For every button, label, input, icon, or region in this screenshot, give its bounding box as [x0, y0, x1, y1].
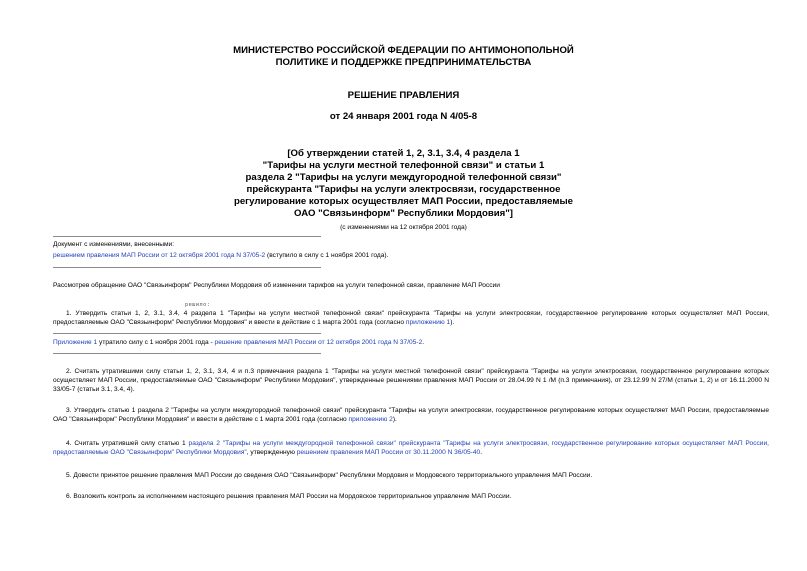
document-date: от 24 января 2001 года N 4/05-8: [329, 111, 478, 122]
ministry-name-line1: МИНИСТЕРСТВО РОССИЙСКОЙ ФЕДЕРАЦИИ ПО АНТИМОНОПОЛЬНОЙ: [233, 45, 574, 56]
item-4-end: .: [480, 449, 483, 457]
note-divider-top: [53, 333, 321, 334]
resolved-label: решило:: [185, 302, 211, 308]
subject-line3: раздела 2 "Тарифы на услуги междугородной телефонной связи": [245, 172, 562, 183]
changes-suffix: (вступило в силу с 1 ноября 2001 года).: [265, 252, 389, 259]
decision-37-05-2-link[interactable]: решение правления МАП России от 12 октября 2001 года N 37/05-2: [214, 339, 423, 346]
preamble: Рассмотрев обращение ОАО "Связьинформ" Республики Мордовия об изменении тарифов на услуги телефонной связи, правление МАП России: [53, 282, 500, 289]
appendix-2-link[interactable]: приложению 2: [348, 416, 393, 424]
subject-line2: "Тарифы на услуги местной телефонной связи" и статьи 1: [262, 160, 545, 171]
document-type: РЕШЕНИЕ ПРАВЛЕНИЯ: [347, 90, 460, 101]
item-6: 6. Возложить контроль за исполнением настоящего решения правления МАП России на Мордовское территориальное управление МАП России.: [66, 493, 512, 500]
changes-reference: [53, 251, 388, 260]
section-2-link[interactable]: раздела 2 "Тарифы на услуги междугородной телефонной связи" прейскуранта "Тарифы на услуги электросвязи, государственное регулирование которых осуществляет МАП России, предоставляемые ОАО "Связьинформ" Республики Мордовия": [53, 440, 770, 457]
changes-label: Документ с изменениями, внесенными:: [53, 241, 175, 248]
divider-top: [53, 236, 321, 237]
appendix-1-link[interactable]: приложению 1: [405, 319, 451, 327]
subject-line1: [Об утверждении статей 1, 2, 3.1, 3.4, 4 раздела 1: [287, 148, 520, 159]
appendix-1-note-link[interactable]: Приложение 1: [53, 339, 98, 346]
item-3: [53, 406, 769, 424]
item-3-text: 3. Утвердить статью 1 раздела 2 "Тарифы на услуги междугородной телефонной связи" прейскуранта "Тарифы на услуги электросвязи, государственное регулирование которых осуществляет МАП России, предоставляемые ОАО "Связьинформ" Республики Мордовия" и ввести в действие с 1 марта 2001 года (согласно: [53, 407, 769, 424]
amendment-date: (с изменениями на 12 октября 2001 года): [340, 224, 467, 231]
note-divider-bottom: [53, 353, 321, 354]
subject-line6: ОАО "Связьинформ" Республики Мордовия"]: [294, 208, 513, 219]
divider-bottom: [53, 267, 321, 268]
item-1-note-middle: утратило силу с 1 ноября 2001 года -: [97, 339, 215, 346]
item-5: 5. Довести принятое решение правления МАП России до сведения ОАО "Связьинформ" Республики Мордовия и Мордовского территориального управления МАП России.: [66, 472, 593, 479]
item-1-note: [53, 338, 424, 347]
item-4: [53, 439, 769, 457]
changes-link[interactable]: решением правления МАП России от 12 октября 2001 года N 37/05-2: [53, 252, 266, 259]
item-1-text: 1. Утвердить статьи 1, 2, 3.1, 3.4, 4 раздела 1 "Тарифы на услуги местной телефонной связи" прейскуранта "Тарифы на услуги электросвязи, государственное регулирование которых осуществляет МАП России, предоставляемые ОАО "Связьинформ" Республики Мордовия" и ввести в действие с 1 марта 2001 года (согласно: [53, 310, 769, 327]
item-2: 2. Считать утратившими силу статьи 1, 2, 3.1, 3.4, 4 и п.3 примечания раздела 1 "Тарифы на услуги местной телефонной связи" прейскуранта "Тарифы на услуги электросвязи, государственное регулирование которых осуществляет МАП России, предоставляемые ОАО "Связьинформ" Республики Мордовия", утвержденные решениями правления МАП России от 28.04.99 N 1 /М (п.3 примечания), от 23.12.99 N 27/М (статьи 1, 2) и от 16.11.2000 N 33/05-7 (статьи 3.1, 3.4, 4).: [53, 368, 769, 394]
ministry-name-line2: ПОЛИТИКЕ И ПОДДЕРЖКЕ ПРЕДПРИНИМАТЕЛЬСТВА: [275, 57, 532, 68]
item-4-middle: , утвержденную: [246, 449, 297, 457]
item-1-note-end: .: [422, 339, 425, 346]
item-1: [53, 309, 769, 327]
item-1-end: ).: [450, 319, 455, 327]
subject-line4: прейскуранта "Тарифы на услуги электросвязи, государственное: [246, 184, 561, 195]
subject-line5: регулирование которых осуществляет МАП России, предоставляемые: [233, 196, 573, 207]
item-4-start: 4. Считать утратившей силу статью 1: [66, 440, 189, 447]
item-3-end: ).: [392, 416, 397, 424]
decision-36-05-40-link[interactable]: решением правления МАП России от 30.11.2000 N 36/05-40: [296, 449, 481, 457]
